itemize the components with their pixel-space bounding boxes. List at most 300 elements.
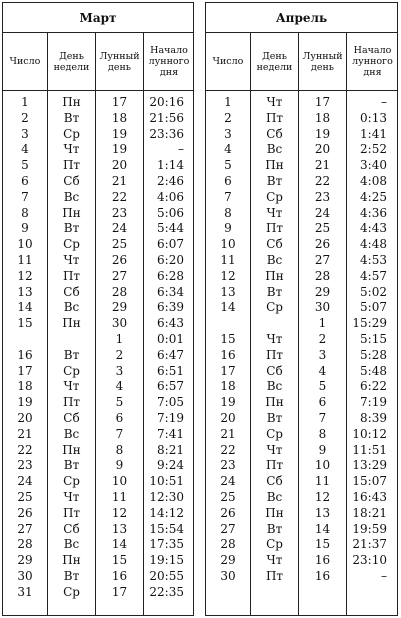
- cell-lunar-day: 27: [111, 268, 128, 283]
- cell-weekday: Чт: [63, 379, 80, 394]
- cell-lunar-day-start: 6:43: [157, 316, 184, 331]
- cell-weekday: Ср: [266, 426, 283, 441]
- cell-weekday: Пт: [62, 505, 81, 520]
- table-row: [3, 585, 193, 601]
- cell-number: 10: [17, 237, 33, 252]
- cell-lunar-day: 19: [111, 126, 128, 141]
- cell-lunar-day: 17: [111, 584, 128, 599]
- cell-lunar-day-start: 20:16: [149, 95, 184, 109]
- table-row: [206, 474, 397, 490]
- cell-lunar-day-start: 4:25: [360, 189, 387, 204]
- cell-number: 26: [17, 505, 33, 520]
- cell-weekday: Чт: [266, 332, 283, 346]
- cell-lunar-day-start: –: [178, 142, 184, 157]
- cell-number: 3: [224, 126, 232, 141]
- cell-weekday: Пт: [265, 569, 284, 583]
- cell-weekday: Чт: [266, 95, 283, 109]
- cell-weekday: Пт: [265, 347, 284, 362]
- cell-number: 13: [220, 284, 236, 299]
- table-row: [206, 490, 397, 506]
- table-row: [206, 458, 397, 474]
- cell-number: 20: [220, 411, 236, 425]
- cell-number: 25: [220, 490, 236, 504]
- cell-lunar-day: 18: [111, 110, 128, 125]
- cell-weekday: Сб: [63, 411, 80, 425]
- cell-number: 30: [220, 569, 236, 583]
- cell-lunar-day: 28: [314, 268, 331, 283]
- cell-lunar-day: 17: [111, 95, 128, 109]
- cell-lunar-day-start: 6:28: [157, 268, 184, 283]
- cell-number: 1: [21, 95, 29, 109]
- cell-lunar-day: 11: [111, 490, 128, 504]
- cell-weekday: Чт: [266, 442, 283, 457]
- cell-lunar-day: 7: [318, 411, 327, 425]
- cell-lunar-day: 25: [111, 237, 128, 252]
- table-row: [206, 206, 397, 222]
- cell-number: 25: [17, 490, 33, 504]
- cell-weekday: Сб: [266, 126, 283, 141]
- cell-lunar-day: 5: [318, 379, 327, 394]
- month-title: Апрель: [206, 3, 397, 33]
- cell-weekday: Пн: [62, 316, 81, 331]
- cell-number: 23: [17, 458, 33, 473]
- cell-lunar-day-start: 4:53: [360, 253, 387, 267]
- cell-lunar-day: 23: [314, 189, 331, 204]
- cell-number: 15: [220, 332, 236, 346]
- cell-number: 17: [17, 363, 33, 378]
- cell-lunar-day-start: 17:35: [149, 537, 184, 552]
- cell-lunar-day: 23: [111, 205, 128, 220]
- cell-weekday: Сб: [266, 363, 283, 378]
- cell-weekday: Пн: [265, 268, 284, 283]
- cell-lunar-day-start: 0:01: [157, 332, 184, 346]
- cell-lunar-day: 8: [115, 442, 124, 457]
- cell-lunar-day: 10: [314, 458, 331, 473]
- table-row: [3, 158, 193, 174]
- cell-number: 2: [224, 110, 232, 125]
- cell-weekday: Вт: [63, 110, 80, 125]
- table-row: [206, 537, 397, 553]
- cell-weekday: Пн: [62, 442, 81, 457]
- table-row: [3, 411, 193, 427]
- header-lunar-day: Лунный день: [99, 50, 140, 73]
- header-number: Число: [9, 56, 41, 67]
- cell-lunar-day: 22: [111, 189, 128, 204]
- cell-number: 21: [17, 426, 33, 441]
- cell-lunar-day: 19: [314, 126, 331, 141]
- header-weekday: День недели: [256, 50, 293, 73]
- cell-number: 18: [17, 379, 33, 394]
- cell-number: 16: [17, 347, 33, 362]
- cell-lunar-day: 12: [111, 505, 128, 520]
- cell-lunar-day-start: 20:55: [149, 569, 184, 583]
- cell-weekday: Вт: [63, 458, 80, 473]
- header-lunar-day-start: Начало лунного дня: [148, 45, 190, 78]
- cell-lunar-day-start: 5:15: [360, 332, 387, 346]
- cell-lunar-day-start: 1:14: [157, 158, 184, 173]
- cell-lunar-day: 29: [314, 284, 331, 299]
- cell-number: 17: [220, 363, 236, 378]
- cell-weekday: Пт: [62, 268, 81, 283]
- cell-weekday: Вт: [63, 347, 80, 362]
- cell-lunar-day: 17: [314, 95, 331, 109]
- cell-weekday: Вт: [63, 221, 80, 236]
- cell-lunar-day: 5: [115, 395, 124, 410]
- cell-weekday: Чт: [266, 205, 283, 220]
- cell-number: 19: [17, 395, 33, 410]
- cell-lunar-day: 3: [318, 347, 327, 362]
- cell-lunar-day: 28: [111, 284, 128, 299]
- cell-weekday: Ср: [63, 237, 80, 252]
- cell-weekday: Сб: [63, 284, 80, 299]
- cell-number: 6: [224, 174, 232, 188]
- table-row: [206, 553, 397, 569]
- cell-number: 4: [21, 142, 29, 157]
- cell-weekday: Пн: [265, 395, 284, 410]
- cell-weekday: Вс: [63, 426, 80, 441]
- cell-weekday: Вт: [266, 174, 283, 188]
- table-row: [206, 427, 397, 443]
- cell-lunar-day-start: 3:40: [360, 158, 387, 173]
- cell-number: 24: [220, 474, 236, 489]
- cell-lunar-day: 4: [115, 379, 124, 394]
- cell-number: 21: [220, 426, 236, 441]
- cell-number: 20: [17, 411, 33, 425]
- cell-number: 27: [220, 521, 236, 536]
- cell-weekday: Ср: [63, 474, 80, 489]
- table-row: [206, 253, 397, 269]
- cell-lunar-day-start: 22:35: [149, 584, 184, 599]
- cell-lunar-day: 20: [314, 142, 331, 157]
- cell-lunar-day-start: 6:39: [157, 300, 184, 315]
- cell-number: 18: [220, 379, 236, 394]
- cell-lunar-day: 14: [111, 537, 128, 552]
- cell-lunar-day: 14: [314, 521, 331, 536]
- cell-weekday: Вс: [266, 490, 283, 504]
- cell-weekday: Вс: [63, 189, 80, 204]
- cell-weekday: Ср: [63, 363, 80, 378]
- cell-number: 31: [17, 584, 33, 599]
- cell-number: 19: [220, 395, 236, 410]
- header-lunar-day: Лунный день: [302, 50, 343, 73]
- cell-number: 15: [17, 316, 33, 331]
- cell-number: 29: [17, 553, 33, 568]
- table-row: [3, 285, 193, 301]
- cell-lunar-day-start: 7:41: [157, 426, 184, 441]
- april-table: [205, 2, 398, 616]
- cell-lunar-day-start: 11:51: [352, 442, 387, 457]
- cell-lunar-day: 25: [314, 221, 331, 236]
- cell-number: 6: [21, 174, 29, 188]
- cell-weekday: Ср: [266, 300, 283, 315]
- cell-lunar-day: 19: [111, 142, 128, 157]
- cell-lunar-day-start: 4:48: [360, 237, 387, 252]
- table-row: [206, 285, 397, 301]
- cell-lunar-day: 27: [314, 253, 331, 267]
- cell-weekday: Пт: [62, 158, 81, 173]
- cell-weekday: Вс: [63, 300, 80, 315]
- cell-lunar-day-start: 5:07: [360, 300, 387, 315]
- table-row: [3, 127, 193, 143]
- cell-lunar-day: 11: [314, 474, 331, 489]
- table-row: [3, 379, 193, 395]
- table-header: [3, 33, 193, 91]
- cell-lunar-day-start: 13:29: [352, 458, 387, 473]
- cell-weekday: Вс: [266, 142, 283, 157]
- table-row: [3, 427, 193, 443]
- cell-lunar-day-start: 0:13: [360, 110, 387, 125]
- cell-number: 2: [21, 110, 29, 125]
- cell-lunar-day-start: 6:22: [360, 379, 387, 394]
- cell-lunar-day-start: 4:57: [360, 268, 387, 283]
- cell-lunar-day-start: –: [381, 569, 387, 583]
- cell-weekday: Пт: [265, 221, 284, 236]
- cell-weekday: Вт: [266, 521, 283, 536]
- cell-lunar-day-start: 8:39: [360, 411, 387, 425]
- cell-weekday: Пн: [62, 553, 81, 568]
- cell-number: 4: [224, 142, 232, 157]
- cell-weekday: Чт: [63, 490, 80, 504]
- cell-number: 8: [21, 205, 29, 220]
- cell-lunar-day-start: 21:37: [352, 537, 387, 552]
- header-number: Число: [212, 56, 244, 67]
- cell-number: 16: [220, 347, 236, 362]
- table-row: [3, 316, 193, 332]
- cell-lunar-day: 12: [314, 490, 331, 504]
- cell-lunar-day-start: 4:43: [360, 221, 387, 236]
- table-row: [206, 300, 397, 316]
- march-table: [2, 2, 194, 616]
- cell-lunar-day-start: 15:29: [352, 316, 387, 331]
- cell-weekday: Вт: [266, 284, 283, 299]
- table-row: [3, 332, 193, 348]
- table-row: [3, 300, 193, 316]
- cell-lunar-day-start: 12:30: [149, 490, 184, 504]
- table-row: [206, 95, 397, 111]
- cell-weekday: Вс: [63, 537, 80, 552]
- cell-lunar-day: 1: [318, 316, 327, 331]
- cell-lunar-day-start: 5:28: [360, 347, 387, 362]
- cell-lunar-day-start: 5:44: [157, 221, 184, 236]
- cell-weekday: Чт: [63, 142, 80, 157]
- cell-number: 23: [220, 458, 236, 473]
- cell-lunar-day: 15: [111, 553, 128, 568]
- table-row: [206, 237, 397, 253]
- table-row: [3, 237, 193, 253]
- cell-lunar-day: 6: [318, 395, 327, 410]
- cell-lunar-day: 22: [314, 174, 331, 188]
- table-row: [206, 269, 397, 285]
- table-row: [206, 443, 397, 459]
- cell-lunar-day: 21: [314, 158, 331, 173]
- cell-lunar-day: 20: [111, 158, 128, 173]
- table-row: [3, 190, 193, 206]
- cell-number: 9: [21, 221, 29, 236]
- cell-weekday: Ср: [266, 537, 283, 552]
- cell-lunar-day: 13: [314, 505, 331, 520]
- table-row: [206, 221, 397, 237]
- cell-weekday: Вт: [266, 411, 283, 425]
- cell-number: 28: [17, 537, 33, 552]
- table-row: [3, 395, 193, 411]
- cell-number: 7: [224, 189, 232, 204]
- cell-lunar-day-start: 1:41: [360, 126, 387, 141]
- header-lunar-day-start: Начало лунного дня: [352, 45, 393, 78]
- table-row: [3, 269, 193, 285]
- cell-lunar-day-start: 9:24: [157, 458, 184, 473]
- cell-number: 8: [224, 205, 232, 220]
- cell-number: 3: [21, 126, 29, 141]
- cell-weekday: Ср: [63, 584, 80, 599]
- table-row: [3, 221, 193, 237]
- cell-weekday: Вс: [266, 253, 283, 267]
- cell-lunar-day-start: 4:06: [157, 189, 184, 204]
- cell-number: 22: [220, 442, 236, 457]
- cell-lunar-day-start: 7:05: [157, 395, 184, 410]
- cell-number: 5: [224, 158, 232, 173]
- table-row: [206, 522, 397, 538]
- cell-lunar-day-start: 18:21: [352, 505, 387, 520]
- table-row: [3, 458, 193, 474]
- cell-lunar-day-start: 10:12: [352, 426, 387, 441]
- table-row: [206, 379, 397, 395]
- table-row: [3, 174, 193, 190]
- table-row: [206, 174, 397, 190]
- cell-lunar-day-start: 23:10: [352, 553, 387, 568]
- table-row: [3, 443, 193, 459]
- month-title: Март: [3, 3, 193, 33]
- cell-weekday: Пн: [62, 95, 81, 109]
- table-row: [3, 490, 193, 506]
- cell-number: 28: [220, 537, 236, 552]
- header-weekday: День недели: [53, 50, 90, 73]
- cell-lunar-day: 29: [111, 300, 128, 315]
- table-row: [206, 332, 397, 348]
- cell-lunar-day-start: 2:46: [157, 174, 184, 188]
- cell-lunar-day: 10: [111, 474, 128, 489]
- cell-weekday: Пт: [62, 395, 81, 410]
- cell-number: 10: [220, 237, 236, 252]
- cell-lunar-day: 7: [115, 426, 124, 441]
- cell-weekday: Ср: [63, 126, 80, 141]
- cell-lunar-day-start: 8:21: [157, 442, 184, 457]
- cell-number: 12: [220, 268, 236, 283]
- cell-lunar-day-start: 5:06: [157, 205, 184, 220]
- table-row: [206, 364, 397, 380]
- cell-number: 13: [17, 284, 33, 299]
- cell-lunar-day-start: 19:15: [149, 553, 184, 568]
- cell-lunar-day: 21: [111, 174, 128, 188]
- cell-lunar-day-start: 4:36: [360, 205, 387, 220]
- cell-lunar-day-start: 6:47: [157, 347, 184, 362]
- cell-lunar-day-start: 15:07: [352, 474, 387, 489]
- cell-lunar-day: 30: [111, 316, 128, 331]
- table-row: [3, 553, 193, 569]
- cell-lunar-day: 1: [115, 332, 124, 346]
- cell-lunar-day: 16: [314, 569, 331, 583]
- table-row: [3, 95, 193, 111]
- cell-lunar-day-start: 16:43: [352, 490, 387, 504]
- cell-number: 5: [21, 158, 29, 173]
- table-row: [3, 111, 193, 127]
- cell-number: 14: [17, 300, 33, 315]
- cell-lunar-day: 26: [111, 253, 128, 267]
- cell-lunar-day: 30: [314, 300, 331, 315]
- cell-number: 24: [17, 474, 33, 489]
- cell-weekday: Вт: [63, 569, 80, 583]
- cell-weekday: Сб: [63, 521, 80, 536]
- table-row: [206, 316, 397, 332]
- cell-lunar-day-start: 6:57: [157, 379, 184, 394]
- cell-lunar-day: 13: [111, 521, 128, 536]
- table-row: [3, 206, 193, 222]
- cell-weekday: Пн: [265, 505, 284, 520]
- cell-lunar-day-start: 6:51: [157, 363, 184, 378]
- cell-number: 30: [17, 569, 33, 583]
- table-row: [206, 569, 397, 585]
- table-row: [3, 506, 193, 522]
- table-row: [206, 111, 397, 127]
- cell-number: 27: [17, 521, 33, 536]
- cell-lunar-day-start: 6:07: [157, 237, 184, 252]
- cell-number: 26: [220, 505, 236, 520]
- table-row: [206, 395, 397, 411]
- cell-weekday: Пт: [265, 458, 284, 473]
- table-row: [3, 474, 193, 490]
- table-row: [206, 190, 397, 206]
- cell-number: 14: [220, 300, 236, 315]
- table-row: [3, 537, 193, 553]
- cell-lunar-day: 8: [318, 426, 327, 441]
- cell-lunar-day-start: 14:12: [149, 505, 184, 520]
- table-row: [3, 569, 193, 585]
- cell-lunar-day-start: 7:19: [360, 395, 387, 410]
- cell-lunar-day: 24: [111, 221, 128, 236]
- cell-weekday: Пт: [265, 110, 284, 125]
- cell-lunar-day: 2: [115, 347, 124, 362]
- cell-lunar-day: 2: [318, 332, 327, 346]
- table-row: [206, 411, 397, 427]
- cell-weekday: Сб: [266, 237, 283, 252]
- table-header: [206, 33, 397, 91]
- cell-lunar-day-start: 7:19: [157, 411, 184, 425]
- cell-lunar-day: 15: [314, 537, 331, 552]
- cell-number: 1: [224, 95, 232, 109]
- cell-number: 22: [17, 442, 33, 457]
- cell-weekday: Пн: [62, 205, 81, 220]
- table-row: [206, 158, 397, 174]
- cell-lunar-day-start: 4:08: [360, 174, 387, 188]
- cell-number: 7: [21, 189, 29, 204]
- table-row: [3, 142, 193, 158]
- cell-lunar-day: 24: [314, 205, 331, 220]
- cell-lunar-day: 9: [318, 442, 327, 457]
- cell-lunar-day: 16: [111, 569, 128, 583]
- cell-weekday: Чт: [266, 553, 283, 568]
- cell-lunar-day: 4: [318, 363, 327, 378]
- cell-lunar-day-start: 19:59: [352, 521, 387, 536]
- cell-number: 9: [224, 221, 232, 236]
- table-row: [3, 522, 193, 538]
- cell-lunar-day-start: 5:48: [360, 363, 387, 378]
- cell-weekday: Пн: [265, 158, 284, 173]
- cell-lunar-day-start: –: [381, 95, 387, 109]
- cell-lunar-day: 26: [314, 237, 331, 252]
- cell-lunar-day-start: 6:34: [157, 284, 184, 299]
- cell-lunar-day-start: 23:36: [149, 126, 184, 141]
- cell-lunar-day: 18: [314, 110, 331, 125]
- table-row: [206, 506, 397, 522]
